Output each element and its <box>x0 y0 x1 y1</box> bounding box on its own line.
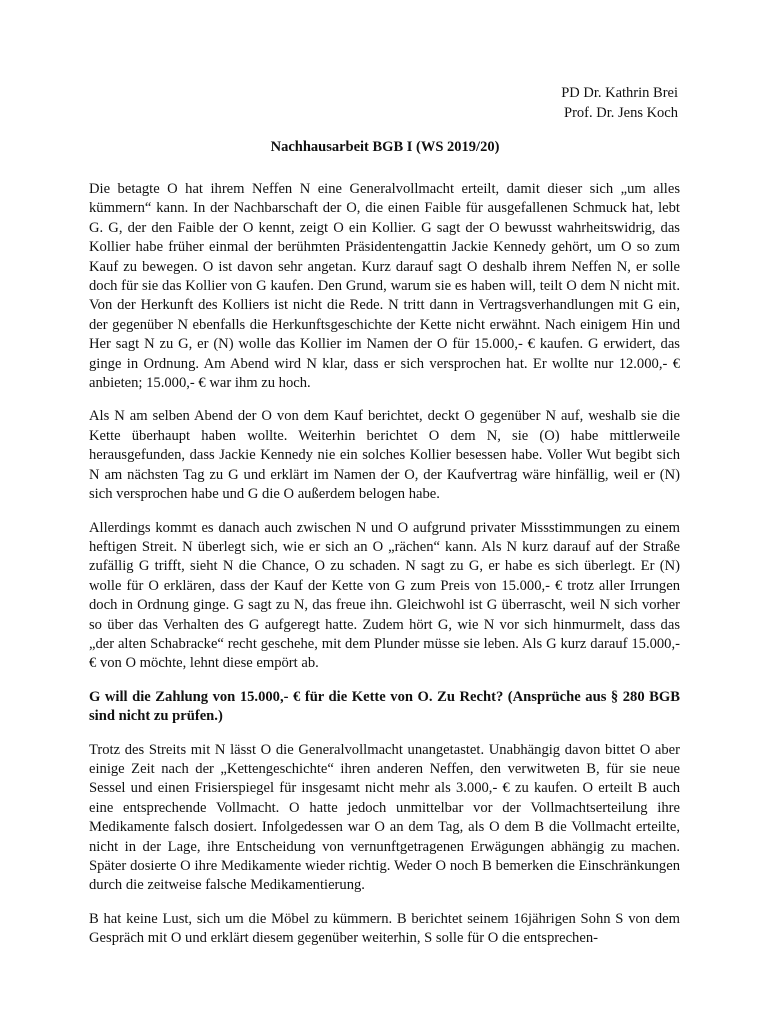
paragraph: Die betagte O hat ihrem Neffen N eine Generalvollmacht erteilt, damit dieser sich „um alles kümmern“ kann. In der Nachbarschaft der O, die einen Faible für ausgefallenen Schmuck hat, lebt G. G, der den Faible der O kennt, zeigt O ein Kollier. G sagt der O bewusst wahrheitswidrig, das Kollier habe früher einmal der berühmten Präsidentengattin Jackie Kennedy gehört, um O so zum Kauf zu bewegen. O ist davon sehr angetan. Kurz darauf sagt O deshalb ihrem Neffen N, er solle doch für sie das Kollier von G kaufen. Den Grund, warum sie es haben will, teilt O dem N nicht mit. Von der Herkunft des Kolliers ist nicht die Rede. N tritt dann in Vertragsverhandlungen mit G ein, der gegenüber N ebenfalls die Herkunftsgeschichte der Kette nicht erwähnt. Nach einigem Hin und Her sagt N zu G, er (N) wolle das Kollier im Namen der O für 15.000,- € kaufen. G erwidert, das ginge in Ordnung. Am Abend wird N klar, dass er sich versprochen hat. Er wollte nur 12.000,- € anbieten; 15.000,- € war ihm zu hoch. <box>89 181 680 392</box>
author-name: Prof. Dr. Jens Koch <box>564 105 678 121</box>
paragraph: Als N am selben Abend der O von dem Kauf berichtet, deckt O gegenüber N auf, weshalb sie die Kette überhaupt haben wollte. Weiterhin berichtet O dem N, sie (O) habe mittlerweile herausgefunden, dass Jackie Kennedy nie ein solches Kollier besessen habe. Voller Wut begibt sich N am nächsten Tag zu G und erklärt im Namen der O, der Kaufvertrag wäre hinfällig, weil er (N) sich versprochen habe und G die O außerdem belogen habe. <box>89 408 680 503</box>
case-question: G will die Zahlung von 15.000,- € für die Kette von O. Zu Recht? (Ansprüche aus § 280 BGB sind nicht zu prüfen.) <box>89 688 680 725</box>
paragraph: B hat keine Lust, sich um die Möbel zu kümmern. B berichtet seinem 16jährigen Sohn S von dem Gespräch mit O und erklärt diesem gegenüber weiterhin, S solle für O die entsprechen- <box>89 910 680 947</box>
author-block <box>561 83 678 123</box>
paragraph: Allerdings kommt es danach auch zwischen N und O aufgrund privater Missstimmungen zu einem heftigen Streit. N überlegt sich, wie er sich an O „rächen“ kann. Als N kurz darauf auf der Straße zufällig G trifft, sieht N die Chance, O zu schaden. N sagt zu G, er habe es sich überlegt. Er (N) wolle für O erklären, dass der Kauf der Kette von G zum Preis von 15.000,- € trotz aller Irrungen doch in Ordnung ginge. G sagt zu N, das freue ihn. Gleichwohl ist G überrascht, weil N sich vorher so über das Verhalten des G aufgeregt hatte. Zudem hört G, wie N vor sich hinmurmelt, dass das „der alten Schabracke“ recht geschehe, mit dem Plunder müsse sie leben. Als G kurz darauf 15.000,- € von O möchte, lehnt diese empört ab. <box>89 519 680 672</box>
author-name: PD Dr. Kathrin Brei <box>561 85 678 101</box>
document-body <box>89 180 680 949</box>
paragraph: Trotz des Streits mit N lässt O die Generalvollmacht unangetastet. Unabhängig davon bittet O aber einige Zeit nach der „Kettengeschichte“ ihren anderen Neffen, den verwitweten B, für sie neue Sessel und einen Frisierspiegel für insgesamt nicht mehr als 3.000,- € zu kaufen. O erteilt B auch eine entsprechende Vollmacht. O hatte jedoch unmittelbar vor der Vollmachtserteilung ihre Medikamente falsch dosiert. Infolgedessen war O an dem Tag, als O dem B die Vollmacht erteilte, nicht in der Lage, ihre Entscheidung von vernunftgetragenen Erwägungen abhängig zu machen. Später dosierte O ihre Medikamente wieder richtig. Weder O noch B bemerken die Einschränkungen durch die zeitweise falsche Medikamentierung. <box>89 741 680 894</box>
document-title: Nachhausarbeit BGB I (WS 2019/20) <box>270 139 500 155</box>
